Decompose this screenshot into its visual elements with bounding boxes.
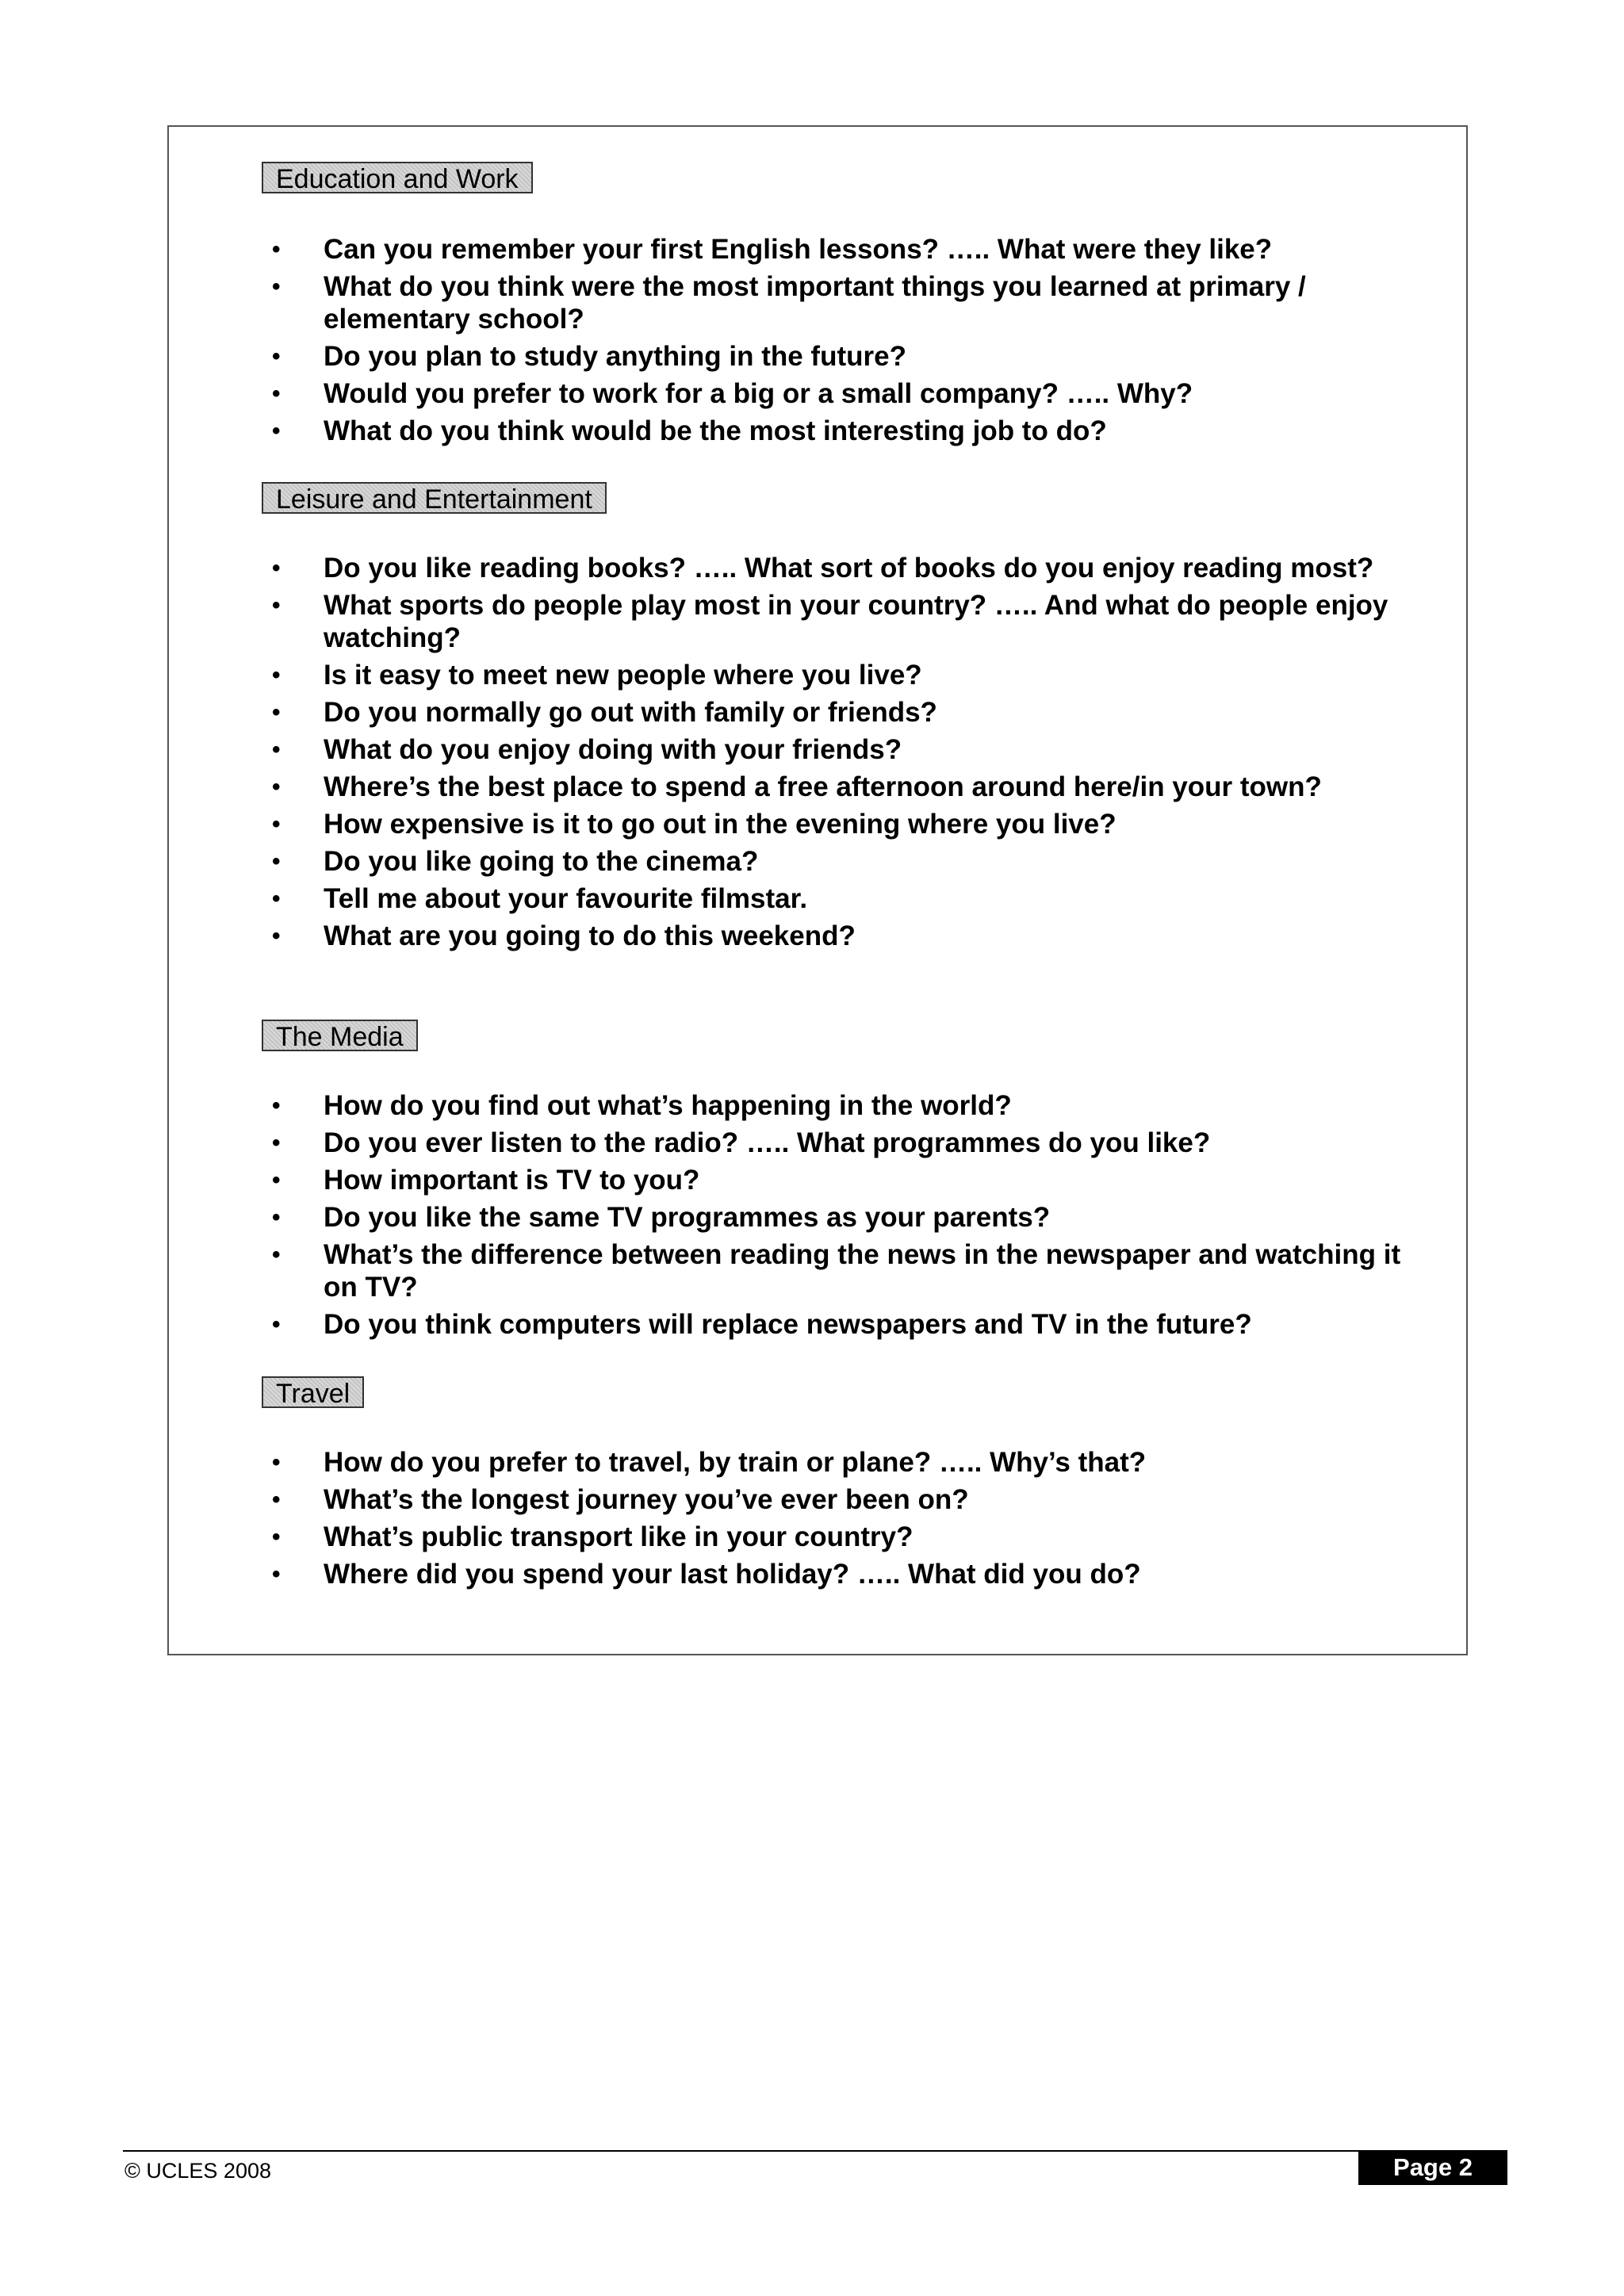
bullet-icon: • xyxy=(272,774,281,800)
bullet-icon: • xyxy=(272,1130,281,1156)
bullet-icon: • xyxy=(272,1487,281,1513)
bullet-icon: • xyxy=(272,811,281,837)
bullet-icon: • xyxy=(272,1204,281,1230)
list-item xyxy=(169,1201,1406,1234)
list-item xyxy=(169,1238,1406,1303)
list-item xyxy=(169,882,1406,915)
list-item xyxy=(169,1521,1406,1553)
section-heading-education-and-work: Education and Work xyxy=(262,162,533,193)
copyright-notice: © UCLES 2008 xyxy=(124,2159,271,2183)
question-text: Is it easy to meet new people where you live? xyxy=(324,660,922,691)
list-item xyxy=(169,270,1406,335)
question-list-leisure-and-entertainment xyxy=(169,552,1406,957)
list-item xyxy=(169,1089,1406,1122)
bullet-icon: • xyxy=(272,381,281,407)
bullet-icon: • xyxy=(272,1093,281,1119)
list-item xyxy=(169,377,1406,410)
question-text: What sports do people play most in your country? ….. And what do people enjoy watching? xyxy=(324,590,1388,653)
page-number-badge: Page 2 xyxy=(1358,2150,1507,2185)
question-text: Tell me about your favourite filmstar. xyxy=(324,883,808,914)
question-frame xyxy=(167,125,1468,1655)
question-text: Do you think computers will replace newspapers and TV in the future? xyxy=(324,1309,1252,1340)
bullet-icon: • xyxy=(272,274,281,300)
question-text: What do you enjoy doing with your friends? xyxy=(324,734,902,765)
bullet-icon: • xyxy=(272,699,281,725)
list-item xyxy=(169,1164,1406,1196)
question-text: What’s the longest journey you’ve ever been on? xyxy=(324,1484,969,1515)
bullet-icon: • xyxy=(272,737,281,763)
bullet-icon: • xyxy=(272,236,281,262)
bullet-icon: • xyxy=(272,1561,281,1587)
question-list-travel xyxy=(169,1446,1406,1595)
question-text: How expensive is it to go out in the evening where you live? xyxy=(324,809,1116,840)
bullet-icon: • xyxy=(272,848,281,874)
list-item xyxy=(169,552,1406,584)
bullet-icon: • xyxy=(272,662,281,688)
question-text: Where’s the best place to spend a free afternoon around here/in your town? xyxy=(324,771,1322,802)
question-text: What are you going to do this weekend? xyxy=(324,920,856,951)
section-heading-the-media: The Media xyxy=(262,1020,418,1051)
bullet-icon: • xyxy=(272,1242,281,1268)
section-heading-leisure-and-entertainment: Leisure and Entertainment xyxy=(262,482,607,514)
bullet-icon: • xyxy=(272,343,281,369)
question-text: Would you prefer to work for a big or a small company? ….. Why? xyxy=(324,378,1193,409)
question-text: What do you think were the most important things you learned at primary / elementary school? xyxy=(324,271,1306,335)
question-text: Do you like going to the cinema? xyxy=(324,846,759,877)
list-item xyxy=(169,1483,1406,1516)
question-text: Do you normally go out with family or friends? xyxy=(324,697,937,728)
list-item xyxy=(169,340,1406,373)
question-text: How do you find out what’s happening in the world? xyxy=(324,1090,1012,1121)
bullet-icon: • xyxy=(272,1524,281,1550)
list-item xyxy=(169,415,1406,447)
question-text: What do you think would be the most interesting job to do? xyxy=(324,415,1107,446)
question-text: What’s the difference between reading the news in the newspaper and watching it on TV? xyxy=(324,1239,1401,1303)
bullet-icon: • xyxy=(272,886,281,912)
bullet-icon: • xyxy=(272,1449,281,1475)
list-item xyxy=(169,659,1406,691)
question-text: Do you like reading books? ….. What sort of books do you enjoy reading most? xyxy=(324,553,1374,584)
question-list-education-and-work xyxy=(169,233,1406,452)
list-item xyxy=(169,1446,1406,1479)
bullet-icon: • xyxy=(272,923,281,949)
question-text: How important is TV to you? xyxy=(324,1165,700,1196)
list-item xyxy=(169,771,1406,803)
question-list-the-media xyxy=(169,1089,1406,1345)
list-item xyxy=(169,845,1406,878)
list-item xyxy=(169,589,1406,654)
question-text: What’s public transport like in your country? xyxy=(324,1521,914,1552)
question-text: Where did you spend your last holiday? ….. What did you do? xyxy=(324,1559,1141,1590)
question-text: Do you ever listen to the radio? ….. What programmes do you like? xyxy=(324,1127,1211,1158)
bullet-icon: • xyxy=(272,418,281,444)
list-item xyxy=(169,696,1406,729)
question-text: Do you plan to study anything in the future? xyxy=(324,341,906,372)
section-heading-travel: Travel xyxy=(262,1376,364,1408)
list-item xyxy=(169,733,1406,766)
bullet-icon: • xyxy=(272,592,281,618)
question-text: Can you remember your first English lessons? ….. What were they like? xyxy=(324,234,1273,265)
list-item xyxy=(169,920,1406,952)
bullet-icon: • xyxy=(272,555,281,581)
list-item xyxy=(169,1558,1406,1590)
bullet-icon: • xyxy=(272,1167,281,1193)
bullet-icon: • xyxy=(272,1311,281,1337)
list-item xyxy=(169,1308,1406,1341)
question-text: How do you prefer to travel, by train or plane? ….. Why’s that? xyxy=(324,1447,1147,1478)
footer-divider xyxy=(123,2150,1507,2152)
list-item xyxy=(169,808,1406,840)
list-item xyxy=(169,233,1406,266)
question-text: Do you like the same TV programmes as your parents? xyxy=(324,1202,1051,1233)
list-item xyxy=(169,1127,1406,1159)
